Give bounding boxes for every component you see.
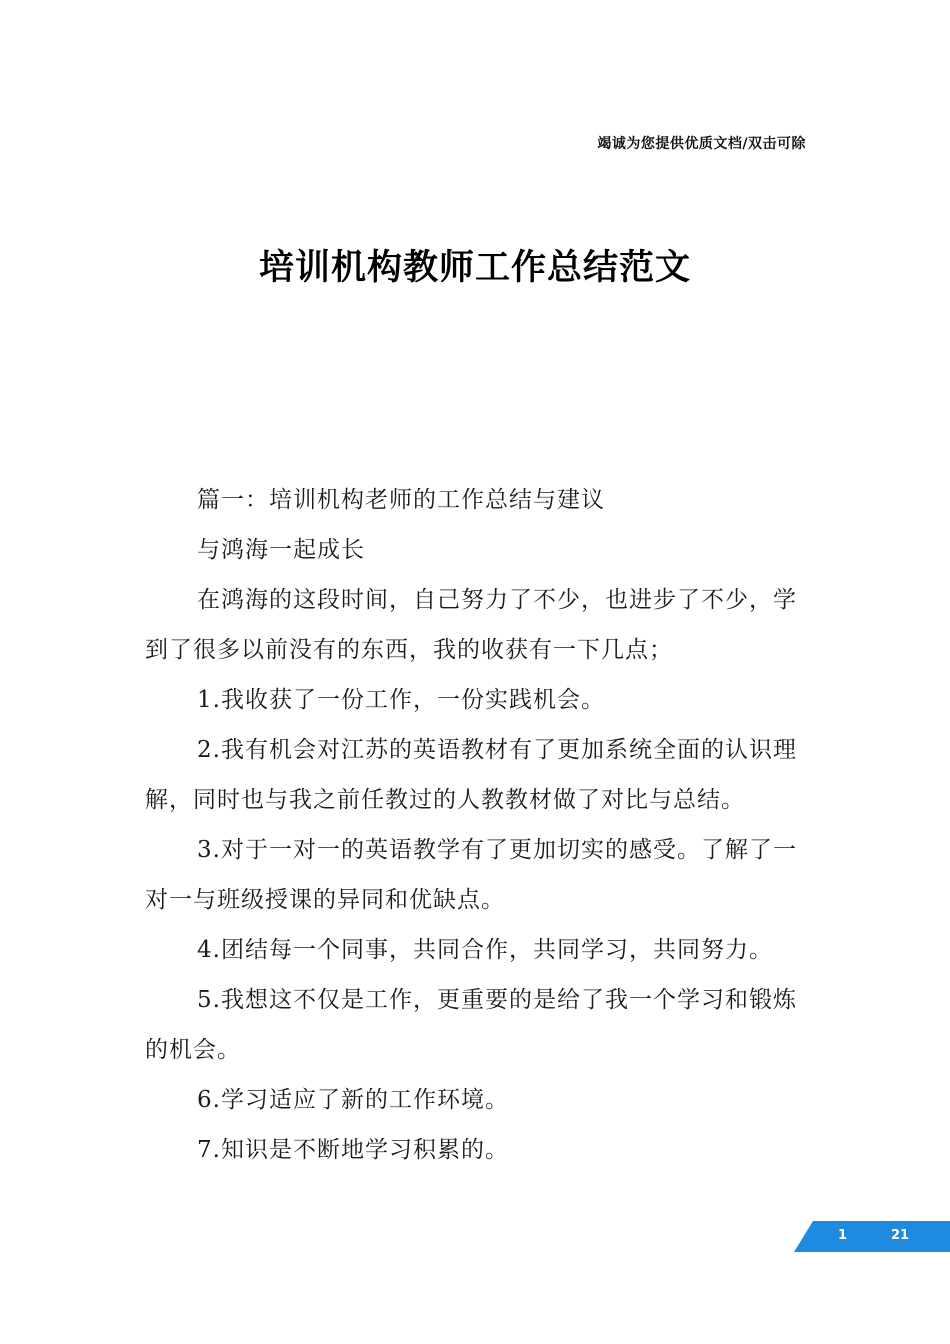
paragraph-item-2: 2.我有机会对江苏的英语教材有了更加系统全面的认识理解，同时也与我之前任教过的人教教材做了对比与总结。 [145, 737, 797, 813]
paragraph-intro: 在鸿海的这段时间，自己努力了不少，也进步了不少，学到了很多以前没有的东西，我的收获有一下几点； [145, 587, 797, 663]
paragraph-item-1: 1.我收获了一份工作，一份实践机会。 [197, 687, 605, 713]
page-total: 21 [891, 1228, 910, 1243]
paragraph-item-6: 6.学习适应了新的工作环境。 [197, 1087, 509, 1113]
paragraph-section-heading: 篇一：培训机构老师的工作总结与建议 [197, 487, 605, 513]
paragraph-subheading: 与鸿海一起成长 [197, 537, 365, 563]
document-title: 培训机构教师工作总结范文 [258, 248, 691, 288]
page-footer-band [794, 1221, 950, 1252]
paragraph-item-4: 4.团结每一个同事，共同合作，共同学习，共同努力。 [197, 937, 773, 963]
paragraph-item-3: 3.对于一对一的英语教学有了更加切实的感受。了解了一对一与班级授课的异同和优缺点。 [145, 837, 797, 913]
document-body [145, 475, 810, 1175]
page-number: 1 [838, 1228, 848, 1243]
header-note: 竭诚为您提供优质文档/双击可除 [597, 136, 806, 152]
paragraph-item-5: 5.我想这不仅是工作，更重要的是给了我一个学习和锻炼的机会。 [145, 987, 797, 1063]
paragraph-item-7: 7.知识是不断地学习积累的。 [197, 1137, 509, 1163]
